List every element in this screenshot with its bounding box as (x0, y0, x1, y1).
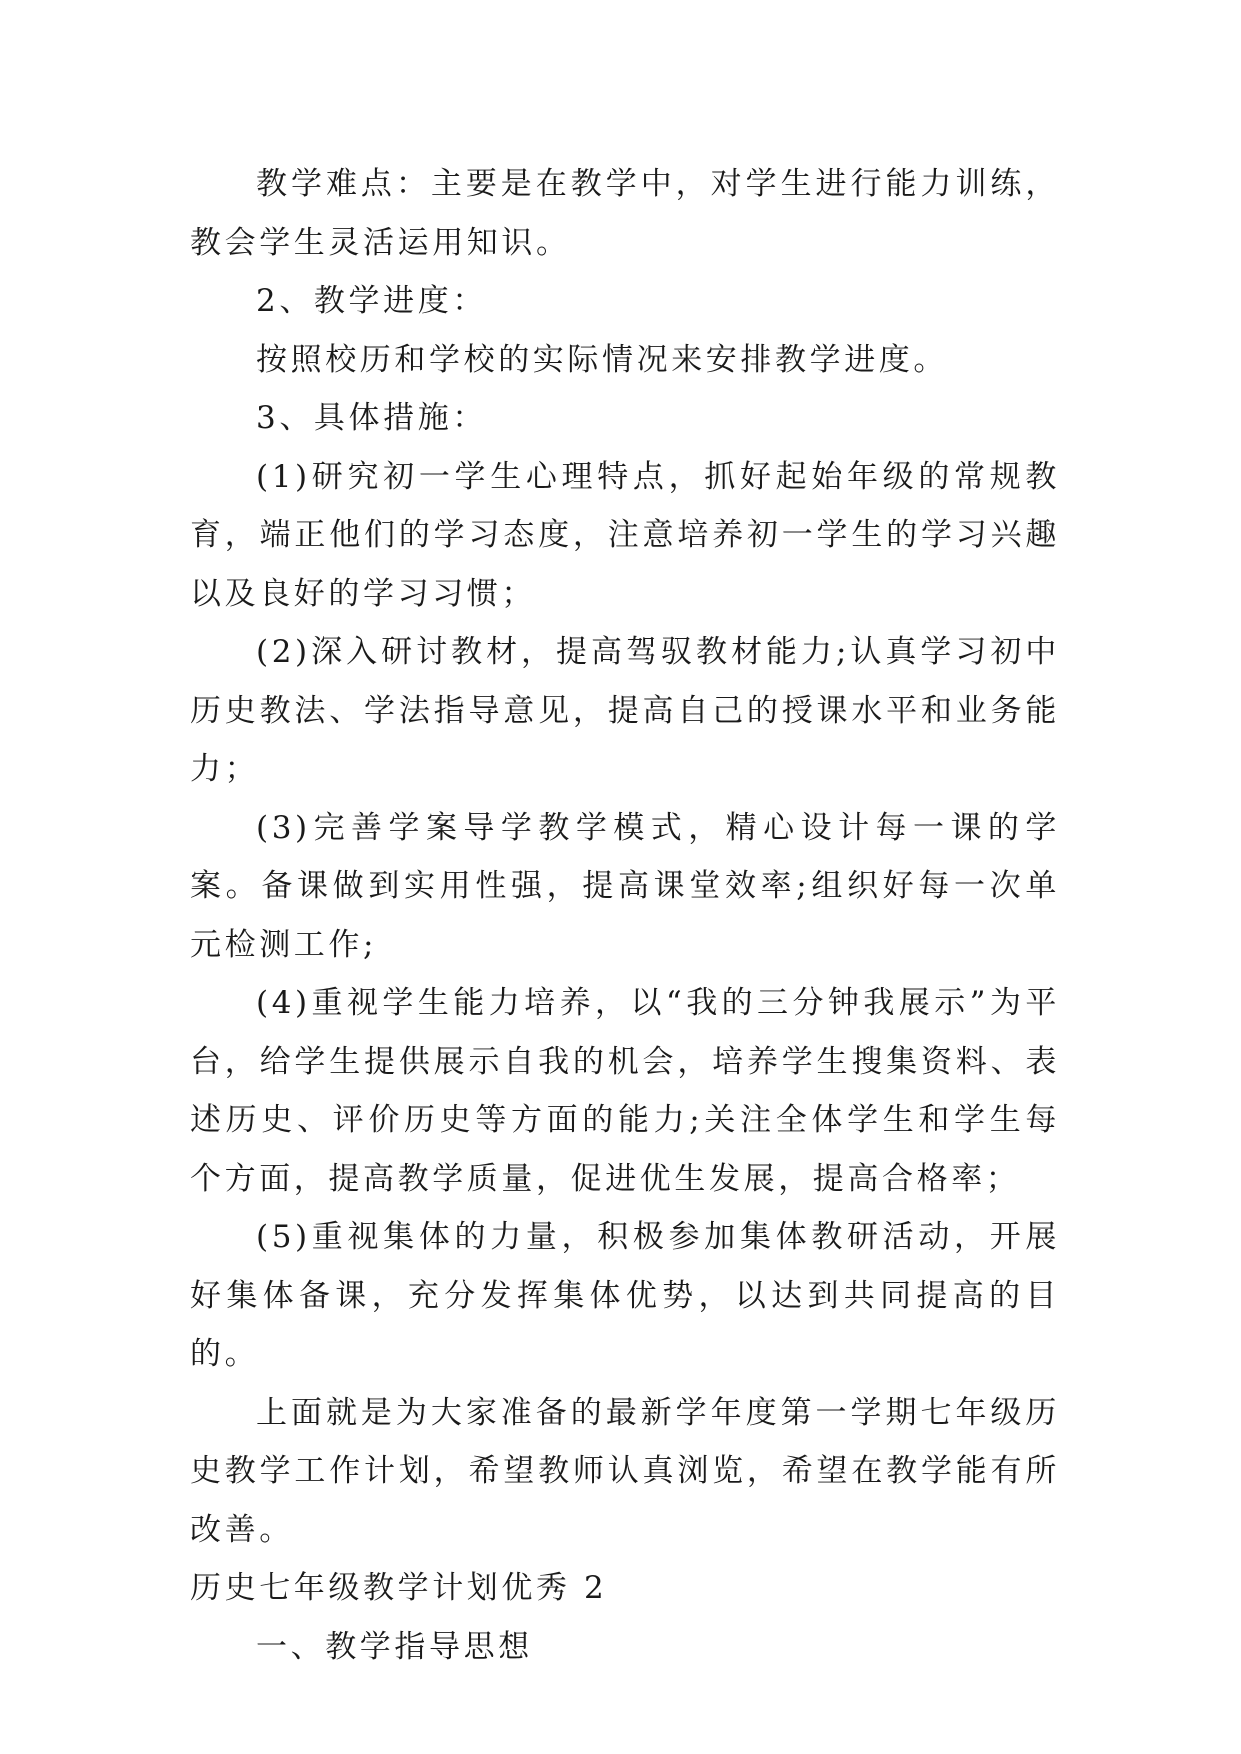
heading-specific-measures: 3、具体措施： (256, 400, 487, 436)
document-body (190, 155, 1060, 1676)
measure-item-4: (4)重视学生能力培养，以“我的三分钟我展示”为平台，给学生提供展示自我的机会，培养学生搜集资料、表述历史、评价历史等方面的能力;关注全体学生和学生每个方面，提高教学质量，促进优生发展，提高合格率； (190, 985, 1060, 1197)
measure-item-2: (2)深入研讨教材，提高驾驭教材能力;认真学习初中历史教法、学法指导意见，提高自己的授课水平和业务能力； (190, 634, 1060, 787)
heading-teaching-progress: 2、教学进度： (256, 283, 487, 319)
measure-item-5: (5)重视集体的力量，积极参加集体教研活动，开展好集体备课，充分发挥集体优势，以达到共同提高的目的。 (190, 1219, 1060, 1372)
paragraph-conclusion: 上面就是为大家准备的最新学年度第一学期七年级历史教学工作计划，希望教师认真浏览，希望在教学能有所改善。 (190, 1394, 1060, 1548)
paragraph-teaching-difficulty: 教学难点：主要是在教学中，对学生进行能力训练，教会学生灵活运用知识。 (190, 166, 1060, 261)
measure-item-3: (3)完善学案导学教学模式，精心设计每一课的学案。备课做到实用性强，提高课堂效率;组织好每一次单元检测工作; (190, 809, 1060, 963)
heading-guiding-principle: 一、教学指导思想 (256, 1628, 533, 1665)
measure-item-1: (1)研究初一学生心理特点，抓好起始年级的常规教育，端正他们的学习态度，注意培养初一学生的学习兴趣以及良好的学习习惯； (190, 458, 1060, 612)
paragraph-progress-detail: 按照校历和学校的实际情况来安排教学进度。 (256, 341, 948, 378)
section-title: 历史七年级教学计划优秀 2 (190, 1570, 608, 1606)
